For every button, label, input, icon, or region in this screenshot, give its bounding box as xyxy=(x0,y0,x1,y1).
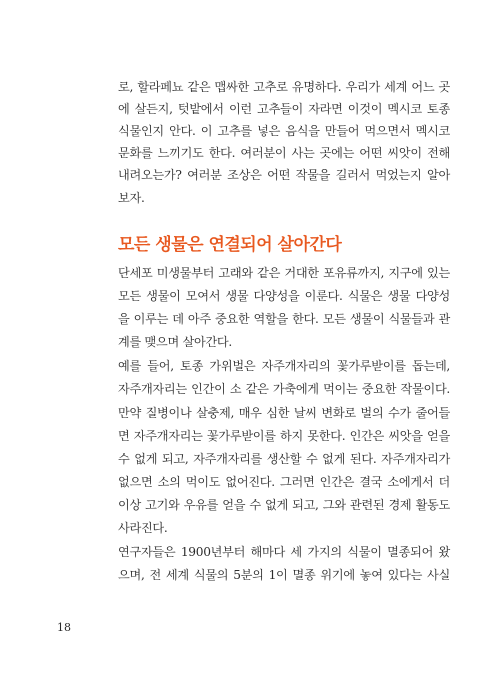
text-line: 연구자들은 1900년부터 해마다 세 가지의 식물이 멸종되어 왔 xyxy=(118,545,450,559)
text-line: 자주개자리는 인간이 소 같은 가축에게 먹이는 중요한 작물이다. xyxy=(118,382,450,396)
text-line: 면 자주개자리는 꽃가루받이를 하지 못한다. 인간은 씨앗을 얻을 xyxy=(118,429,450,443)
text-line: 문화를 느끼기도 한다. 여러분이 사는 곳에는 어떤 씨앗이 전해 xyxy=(118,146,450,160)
text-line: 식물인지 안다. 이 고추를 넣은 음식을 만들어 먹으면서 멕시코 xyxy=(118,124,450,138)
text-line: 보자. xyxy=(118,191,145,205)
text-line: 만약 질병이나 살충제, 매우 심한 날씨 변화로 벌의 수가 줄어들 xyxy=(118,406,450,420)
text-line: 단세포 미생물부터 고래와 같은 거대한 포유류까지, 지구에 있는 xyxy=(118,266,450,280)
page-number: 18 xyxy=(57,621,71,634)
text-line: 모든 생물이 모여서 생물 다양성을 이룬다. 식물은 생물 다양성 xyxy=(118,289,450,303)
text-line: 로, 할라페뇨 같은 맵싸한 고추로 유명하다. 우리가 세계 어느 곳 xyxy=(118,80,450,94)
text-line: 에 살든지, 텃밭에서 이런 고추들이 자라면 이것이 멕시코 토종 xyxy=(118,102,450,116)
text-line: 을 이루는 데 아주 중요한 역할을 한다. 모든 생물이 식물들과 관 xyxy=(118,312,450,326)
text-line: 내려오는가? 여러분 조상은 어떤 작물을 길러서 먹었는지 알아 xyxy=(118,168,450,182)
text-line: 수 없게 되고, 자주개자리를 생산할 수 없게 된다. 자주개자리가 xyxy=(118,452,450,466)
text-line: 으며, 전 세계 식물의 5분의 1이 멸종 위기에 놓여 있다는 사실 xyxy=(118,568,450,582)
section-heading: 모든 생물은 연결되어 살아간다 xyxy=(118,235,342,255)
text-line: 없으면 소의 먹이도 없어진다. 그러면 인간은 결국 소에게서 더 xyxy=(118,475,450,489)
text-line: 이상 고기와 우유를 얻을 수 없게 되고, 그와 관련된 경제 활동도 xyxy=(118,498,450,512)
text-line: 예를 들어, 토종 가위벌은 자주개자리의 꽃가루받이를 돕는데, xyxy=(118,359,450,373)
text-line: 사라진다. xyxy=(118,521,168,535)
text-line: 계를 맺으며 살아간다. xyxy=(118,335,232,349)
